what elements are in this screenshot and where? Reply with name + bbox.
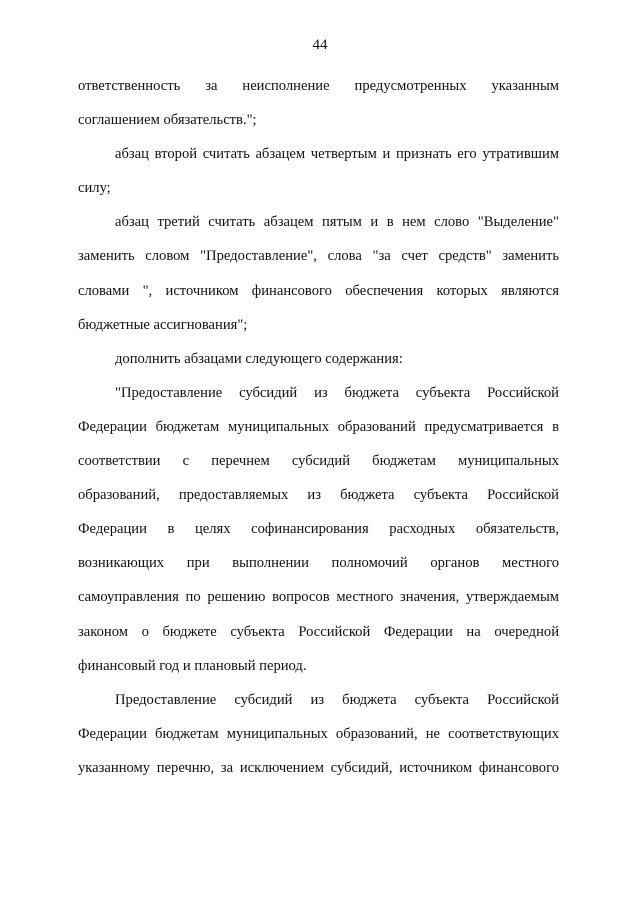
text-line: бюджетные ассигнования"; xyxy=(78,316,248,333)
text-line: соглашением обязательств."; xyxy=(78,112,257,129)
text-line: указанному перечню, за исключением субсидий, источником финансового xyxy=(78,759,559,776)
text-line: законом о бюджете субъекта Российской Федерации на очередной xyxy=(78,623,559,640)
text-line: Предоставление субсидий из бюджета субъекта Российской xyxy=(115,691,559,708)
text-line: силу; xyxy=(78,180,111,197)
text-line: Федерации в целях софинансирования расходных обязательств, xyxy=(78,521,559,538)
text-line: абзац второй считать абзацем четвертым и признать его утратившим xyxy=(115,146,559,163)
text-line: возникающих при выполнении полномочий органов местного xyxy=(78,555,559,572)
text-line: ответственность за неисполнение предусмотренных указанным xyxy=(78,78,559,94)
text-line: самоуправления по решению вопросов местного значения, утверждаемым xyxy=(78,589,559,606)
text-line: Федерации бюджетам муниципальных образований предусматривается в xyxy=(78,418,559,435)
text-line: соответствии с перечнем субсидий бюджетам муниципальных xyxy=(78,453,559,470)
text-line: словами ", источником финансового обеспечения которых являются xyxy=(78,282,559,299)
text-line: Федерации бюджетам муниципальных образований, не соответствующих xyxy=(78,725,559,742)
text-line: "Предоставление субсидий из бюджета субъекта Российской xyxy=(115,384,559,401)
page-number: 44 xyxy=(312,37,328,53)
text-line: заменить словом "Предоставление", слова "за счет средств" заменить xyxy=(78,248,559,265)
body-text xyxy=(78,69,559,785)
text-line: финансовый год и плановый период. xyxy=(78,657,307,674)
text-line: абзац третий считать абзацем пятым и в нем слово "Выделение" xyxy=(115,214,559,231)
text-line: образований, предоставляемых из бюджета субъекта Российской xyxy=(78,487,559,504)
text-line: дополнить абзацами следующего содержания: xyxy=(115,350,403,367)
